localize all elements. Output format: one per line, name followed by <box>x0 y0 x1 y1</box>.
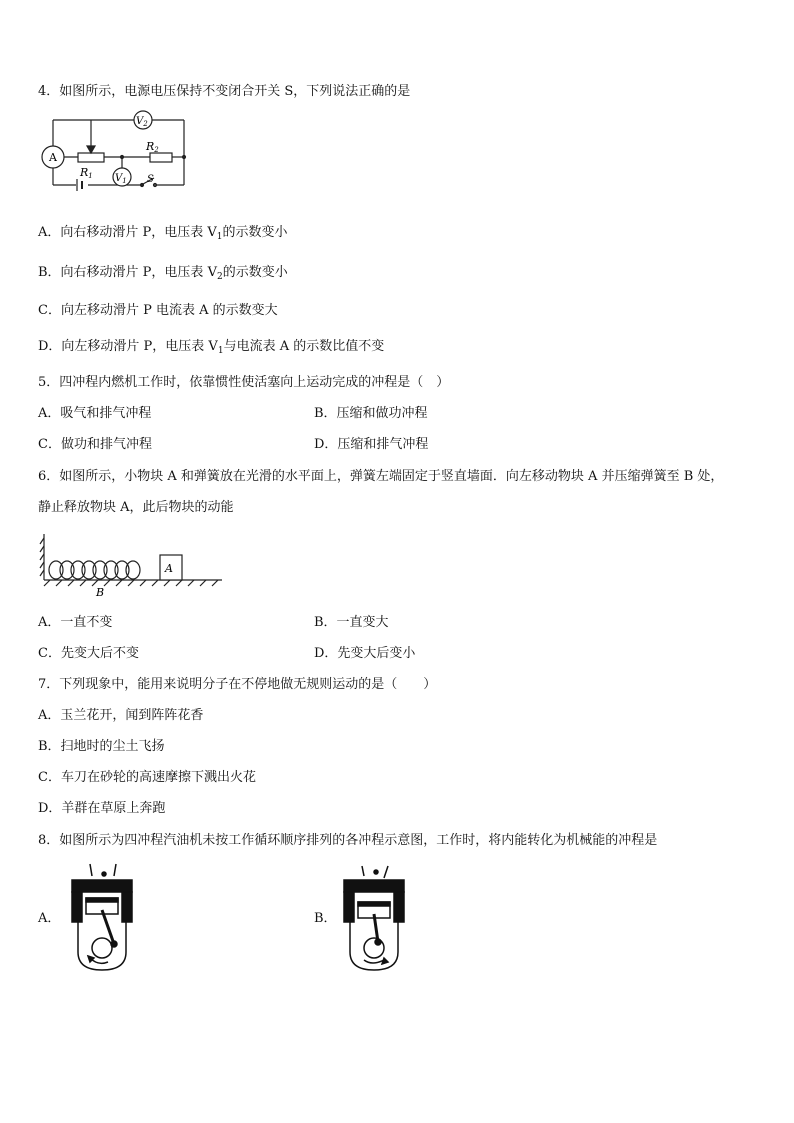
switch-label: S <box>147 174 154 185</box>
v2-label: $V_2$ <box>136 116 148 128</box>
q6-stem-line2: 静止释放物块 A，此后物块的动能 <box>38 500 234 515</box>
r1-label: R1 <box>80 166 93 180</box>
q6-option-b: B．一直变大 <box>314 615 389 630</box>
q7-stem: 7．下列现象中，能用来说明分子在不停地做无规则运动的是（ ） <box>38 677 437 692</box>
engine-a-diagram <box>68 862 140 974</box>
r2-label: R2 <box>146 140 159 154</box>
block-label: A <box>165 562 173 575</box>
q4-circuit-diagram <box>42 110 192 200</box>
q7-option-c: C．车刀在砂轮的高速摩擦下溅出火花 <box>38 770 256 785</box>
point-b-label: B <box>96 586 105 599</box>
q4-option-c: C．向左移动滑片 P 电流表 A 的示数变大 <box>38 303 278 318</box>
q7-option-d: D．羊群在草原上奔跑 <box>38 801 166 816</box>
q6-option-c: C．先变大后不变 <box>38 646 139 661</box>
q5-option-b: B．压缩和做功冲程 <box>314 406 428 421</box>
q7-option-b: B．扫地时的尘土飞扬 <box>38 739 165 754</box>
q7-option-a: A．玉兰花开，闻到阵阵花香 <box>38 708 204 723</box>
q6-option-a: A．一直不变 <box>38 615 113 630</box>
engine-b-diagram <box>340 862 412 974</box>
q4-option-d: D．向左移动滑片 P，电压表 $V_1$与电流表 A 的示数比值不变 <box>38 339 385 356</box>
ammeter-label: A <box>49 151 57 164</box>
q8-stem: 8．如图所示为四冲程汽油机未按工作循环顺序排列的各冲程示意图，工作时，将内能转化为机械能的冲程是 <box>38 833 658 848</box>
q5-option-d: D．压缩和排气冲程 <box>314 437 429 452</box>
q6-stem-line1: 6．如图所示，小物块 A 和弹簧放在光滑的水平面上，弹簧左端固定于竖直墙面．向左移动物块 A 并压缩弹簧至 B 处， <box>38 469 724 484</box>
q4-option-b: B．向右移动滑片 P，电压表 $V_2$的示数变小 <box>38 265 288 282</box>
v1-label: $V_1$ <box>115 173 127 185</box>
q5-stem: 5．四冲程内燃机工作时，依靠惯性使活塞向上运动完成的冲程是（ ） <box>38 375 450 390</box>
q8-option-b-label: B． <box>314 911 337 926</box>
q6-option-d: D．先变大后变小 <box>314 646 416 661</box>
q5-option-a: A．吸气和排气冲程 <box>38 406 152 421</box>
q8-option-a-label: A． <box>38 911 61 926</box>
q5-option-c: C．做功和排气冲程 <box>38 437 152 452</box>
q4-option-a: A．向右移动滑片 P，电压表 $V_1$的示数变小 <box>38 225 288 242</box>
q6-spring-block-diagram <box>40 530 230 600</box>
q4-stem: 4．如图所示，电源电压保持不变闭合开关 S，下列说法正确的是 <box>38 84 411 99</box>
